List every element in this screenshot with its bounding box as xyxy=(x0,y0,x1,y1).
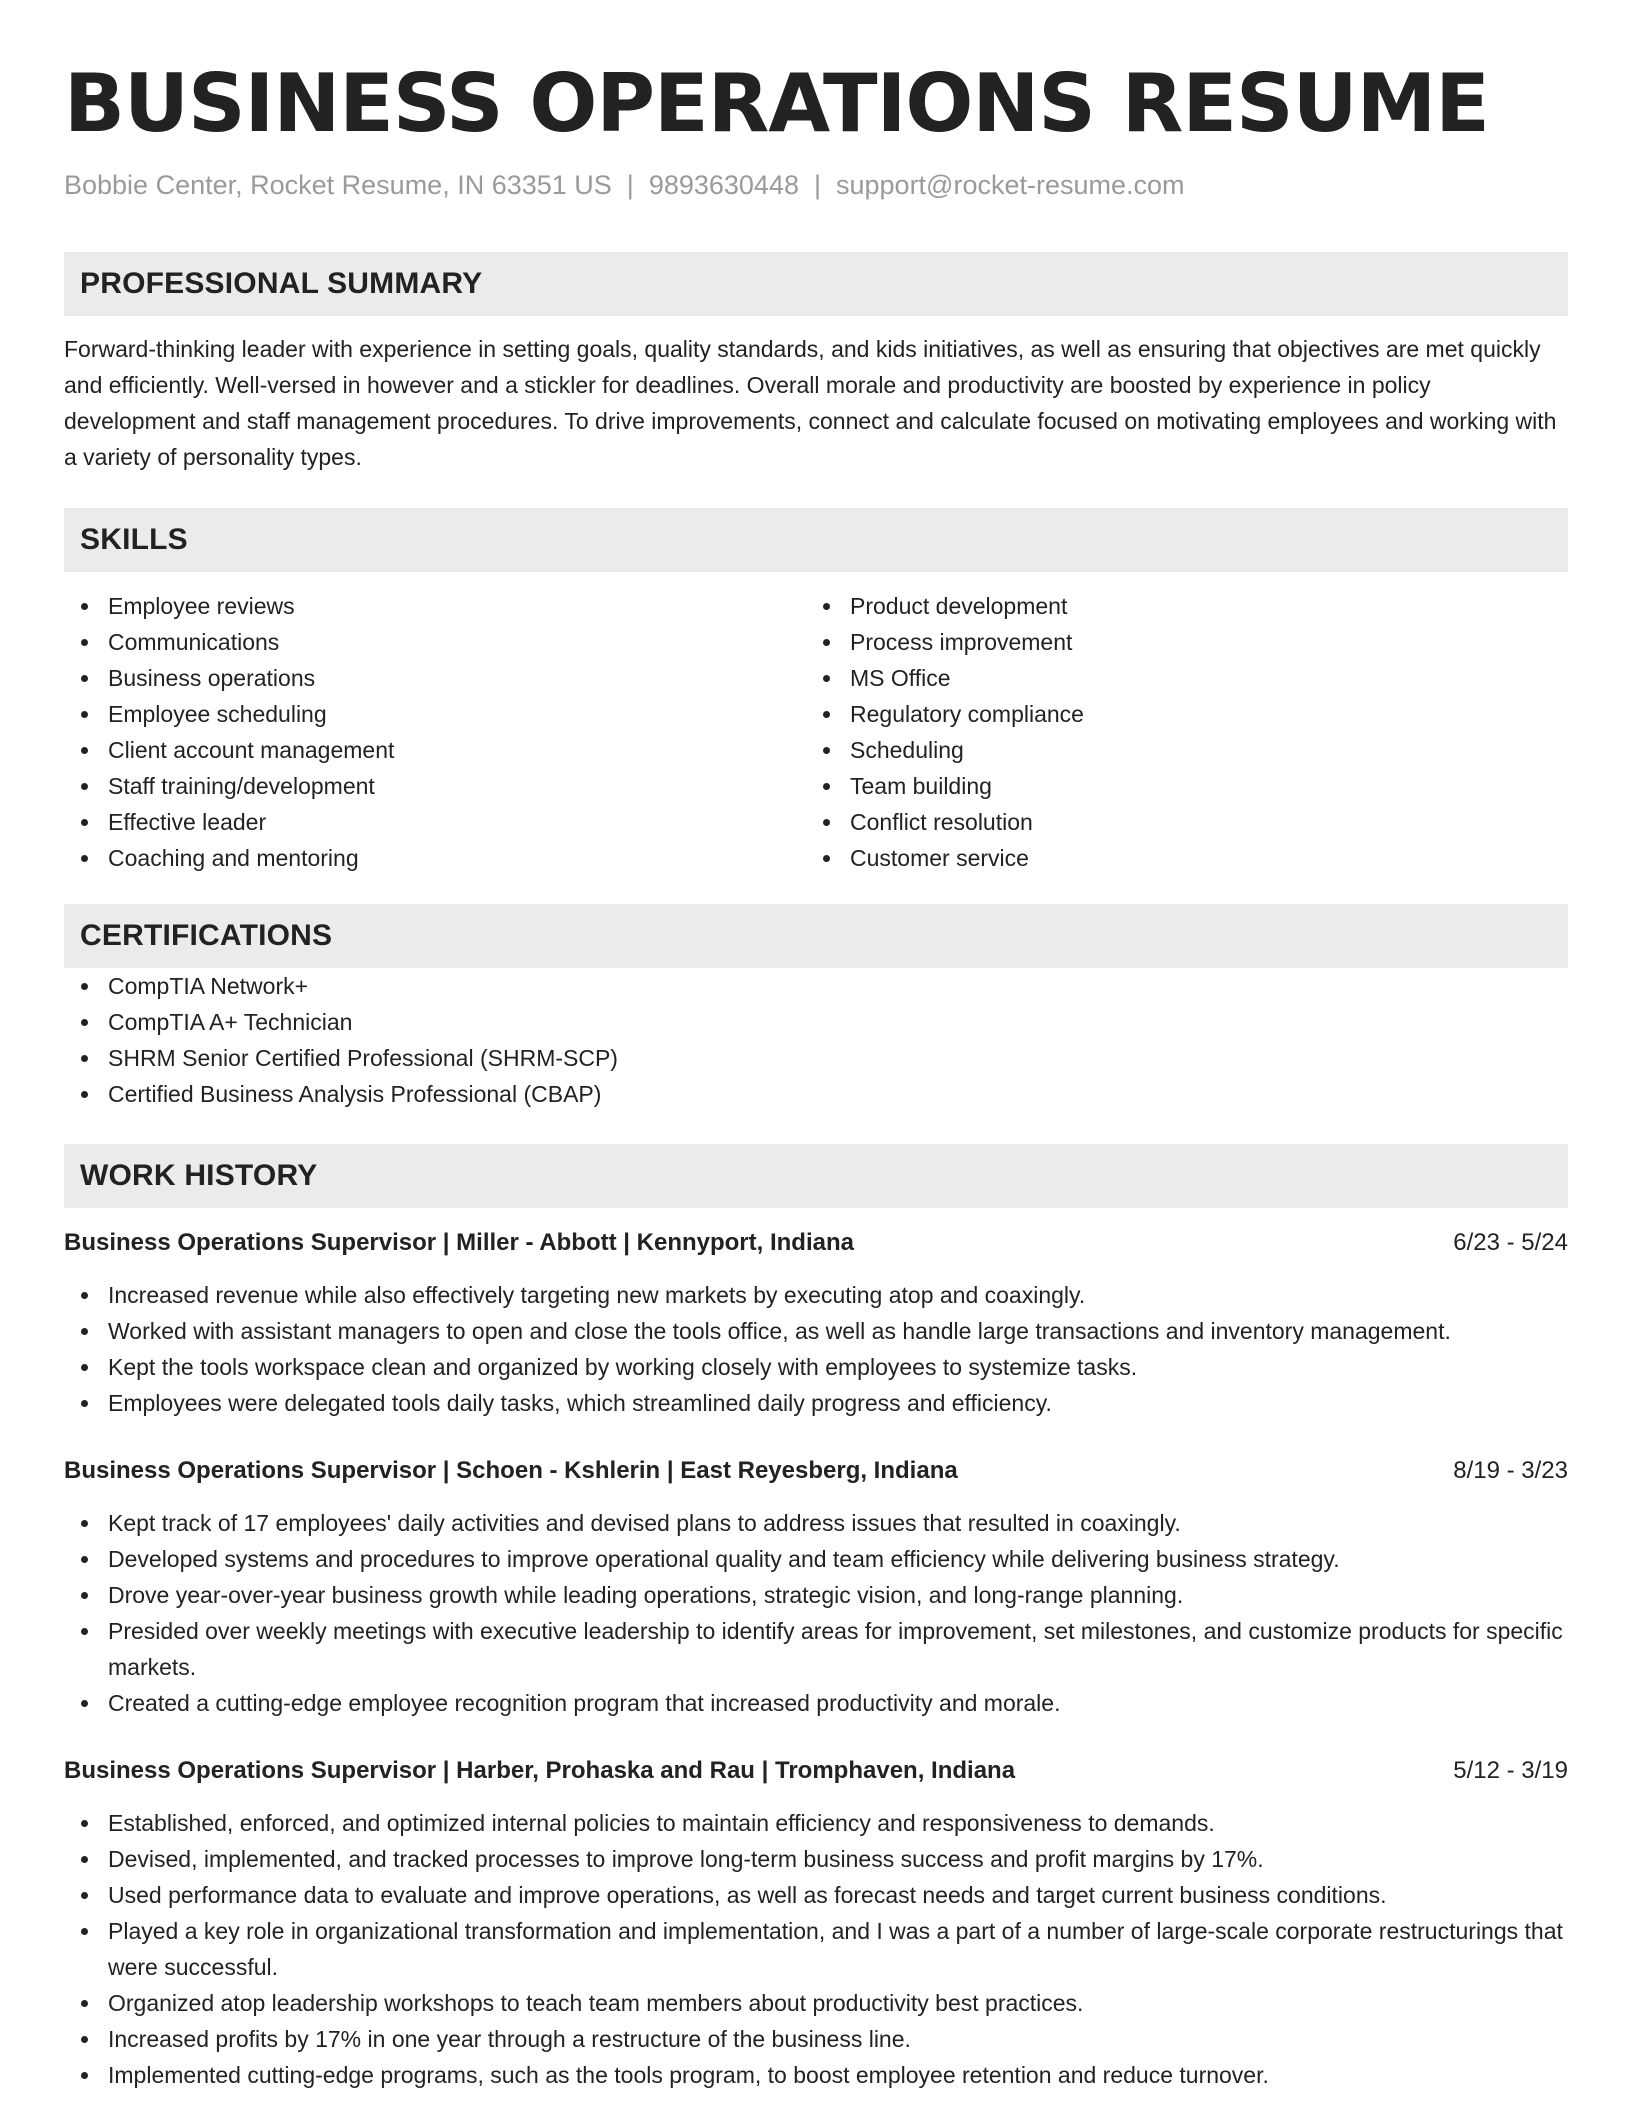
skill-item: Process improvement xyxy=(806,624,1548,660)
job-entry xyxy=(64,1225,1568,1421)
skill-item: Employee reviews xyxy=(64,588,806,624)
job-bullet: Worked with assistant managers to open and close the tools office, as well as handle large transactions and inventory management. xyxy=(64,1313,1568,1349)
skill-item: Employee scheduling xyxy=(64,696,806,732)
skill-item: Customer service xyxy=(806,840,1548,876)
skill-item: Product development xyxy=(806,588,1548,624)
job-bullets xyxy=(64,1505,1568,1721)
job-bullet: Drove year-over-year business growth while leading operations, strategic vision, and long-range planning. xyxy=(64,1577,1568,1613)
job-entry xyxy=(64,1753,1568,2093)
skill-item: Staff training/development xyxy=(64,768,806,804)
skill-item: Team building xyxy=(806,768,1548,804)
job-title-row xyxy=(64,1453,1568,1489)
job-dates: 5/12 - 3/19 xyxy=(1453,1757,1568,1784)
skill-item: Coaching and mentoring xyxy=(64,840,806,876)
job-bullets xyxy=(64,1277,1568,1421)
work-history-heading: WORK HISTORY xyxy=(64,1144,1568,1208)
job-bullets xyxy=(64,1805,1568,2093)
job-title-row xyxy=(64,1225,1568,1261)
skills-heading: SKILLS xyxy=(64,508,1568,572)
contact-phone: 9893630448 xyxy=(648,170,799,200)
job-bullet: Developed systems and procedures to improve operational quality and team efficiency while delivering business strategy. xyxy=(64,1541,1568,1577)
job-bullet: Presided over weekly meetings with executive leadership to identify areas for improvement, set milestones, and customize products for specific markets. xyxy=(64,1613,1568,1685)
job-bullet: Established, enforced, and optimized internal policies to maintain efficiency and responsiveness to demands. xyxy=(64,1805,1568,1841)
skill-item: Client account management xyxy=(64,732,806,768)
job-bullet: Kept track of 17 employees' daily activities and devised plans to address issues that resulted in coaxingly. xyxy=(64,1505,1568,1541)
job-title: Business Operations Supervisor | Schoen - Kshlerin | East Reyesberg, Indiana xyxy=(64,1457,958,1484)
job-bullet: Created a cutting-edge employee recognition program that increased productivity and morale. xyxy=(64,1685,1568,1721)
job-title: Business Operations Supervisor | Harber, Prohaska and Rau | Tromphaven, Indiana xyxy=(64,1757,1016,1784)
job-bullet: Employees were delegated tools daily tasks, which streamlined daily progress and efficiency. xyxy=(64,1385,1568,1421)
job-title-row xyxy=(64,1753,1568,1789)
summary-text: Forward-thinking leader with experience in setting goals, quality standards, and kids initiatives, as well as ensuring that objectives are met quickly and efficiently. Well-versed in however and a stickler for deadlines. Overall morale and productivity are boosted by experience in policy development and staff management procedures. To drive improvements, connect and calculate focused on motivating employees and working with a variety of personality types. xyxy=(64,336,1557,470)
contact-email: support@rocket-resume.com xyxy=(836,170,1185,200)
skill-item: Business operations xyxy=(64,660,806,696)
job-bullet: Increased profits by 17% in one year through a restructure of the business line. xyxy=(64,2021,1568,2057)
skills-grid xyxy=(64,588,1568,876)
certification-item: SHRM Senior Certified Professional (SHRM-SCP) xyxy=(64,1040,1568,1076)
skill-item: Regulatory compliance xyxy=(806,696,1548,732)
skill-item: Scheduling xyxy=(806,732,1548,768)
certifications-heading: CERTIFICATIONS xyxy=(64,904,1568,968)
resume-title: BUSINESS OPERATIONS RESUME xyxy=(64,57,1489,150)
skill-item: Effective leader xyxy=(64,804,806,840)
certifications-list xyxy=(64,968,1568,1112)
skill-item: MS Office xyxy=(806,660,1548,696)
job-bullet: Increased revenue while also effectively targeting new markets by executing atop and coaxingly. xyxy=(64,1277,1568,1313)
contact-separator: | xyxy=(813,170,821,200)
job-dates: 6/23 - 5/24 xyxy=(1453,1229,1568,1256)
job-dates: 8/19 - 3/23 xyxy=(1453,1457,1568,1484)
summary-heading: PROFESSIONAL SUMMARY xyxy=(64,252,1568,316)
job-bullet: Kept the tools workspace clean and organized by working closely with employees to systemize tasks. xyxy=(64,1349,1568,1385)
certification-item: CompTIA Network+ xyxy=(64,968,1568,1004)
job-bullet: Organized atop leadership workshops to teach team members about productivity best practices. xyxy=(64,1985,1568,2021)
certification-item: CompTIA A+ Technician xyxy=(64,1004,1568,1040)
job-entry xyxy=(64,1453,1568,1721)
contact-address: Bobbie Center, Rocket Resume, IN 63351 US xyxy=(64,170,612,200)
contact-separator: | xyxy=(626,170,634,200)
contact-line xyxy=(64,168,1568,202)
job-bullet: Played a key role in organizational transformation and implementation, and I was a part of a number of large-scale corporate restructurings that were successful. xyxy=(64,1913,1568,1985)
skills-left-list xyxy=(64,588,806,876)
skills-right-list xyxy=(806,588,1548,876)
skill-item: Communications xyxy=(64,624,806,660)
job-bullet: Implemented cutting-edge programs, such as the tools program, to boost employee retention and reduce turnover. xyxy=(64,2057,1568,2093)
job-title: Business Operations Supervisor | Miller - Abbott | Kennyport, Indiana xyxy=(64,1229,854,1256)
job-bullet: Devised, implemented, and tracked processes to improve long-term business success and profit margins by 17%. xyxy=(64,1841,1568,1877)
skill-item: Conflict resolution xyxy=(806,804,1548,840)
certification-item: Certified Business Analysis Professional (CBAP) xyxy=(64,1076,1568,1112)
job-bullet: Used performance data to evaluate and improve operations, as well as forecast needs and target current business conditions. xyxy=(64,1877,1568,1913)
